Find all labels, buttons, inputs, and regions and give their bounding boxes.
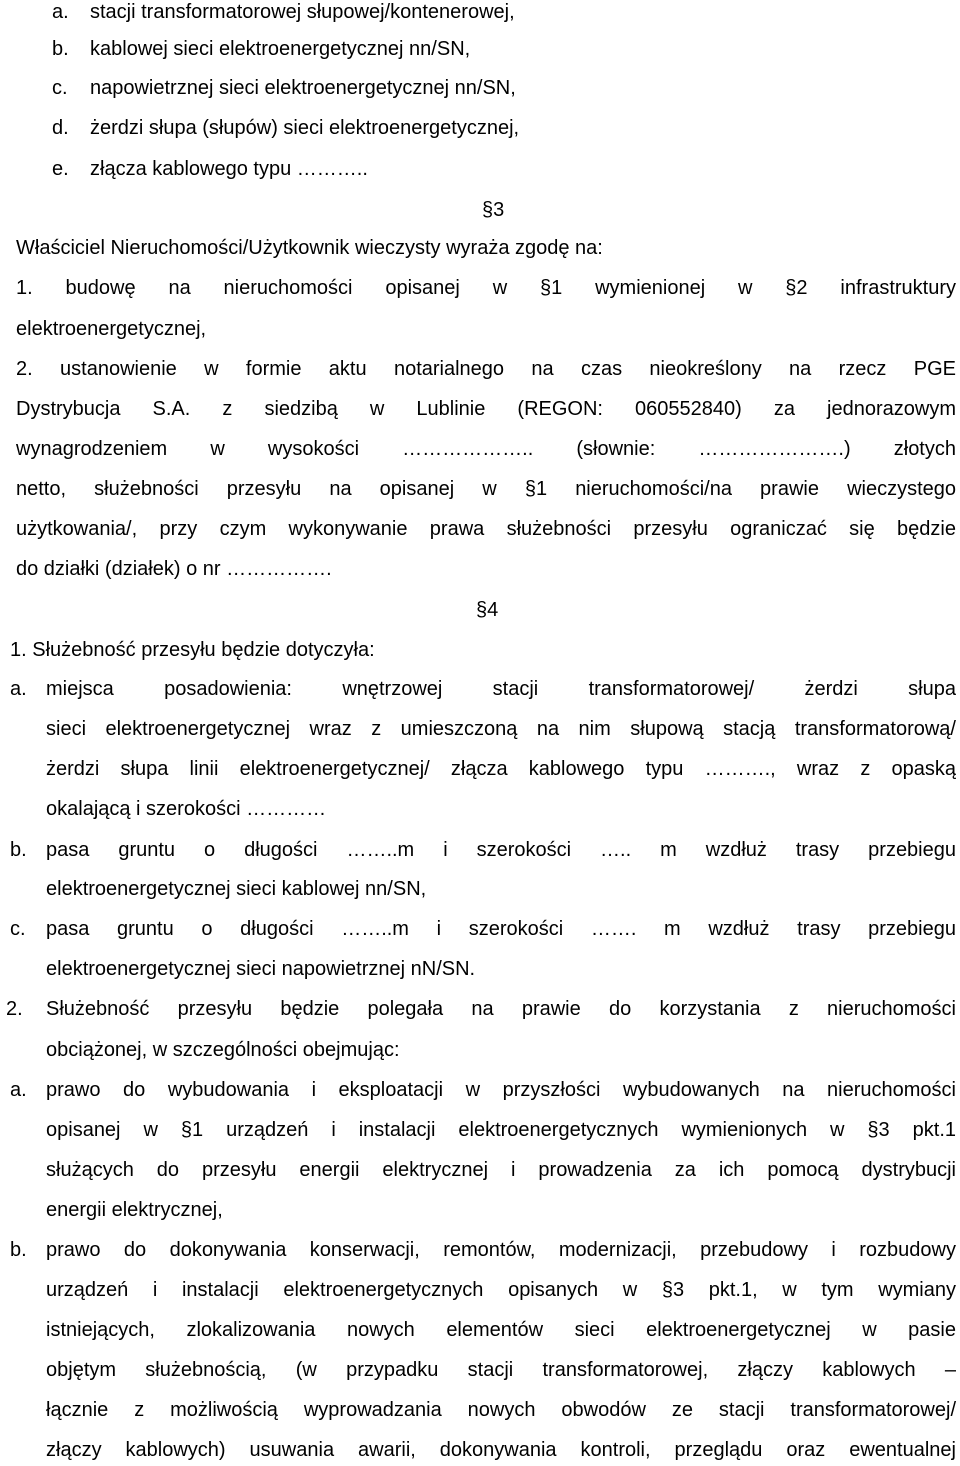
section3-intro: Właściciel Nieruchomości/Użytkownik wieczysty wyraża zgodę na: xyxy=(16,237,603,259)
section4-b2-line: istniejących, zlokalizowania nowych elementów sieci elektroenergetycznej w pasie xyxy=(46,1319,956,1341)
list-item: kablowej sieci elektroenergetycznej nn/SN, xyxy=(90,38,471,60)
list-marker: e. xyxy=(52,158,69,180)
list-marker: a. xyxy=(10,1079,27,1101)
section3-item1-line: elektroenergetycznej, xyxy=(16,318,207,340)
list-marker: c. xyxy=(10,918,26,940)
section4-c-line: pasa gruntu o długości ……..m i szerokości ……. m wzdłuż trasy przebiegu xyxy=(46,918,956,940)
section3-item1-line: 1. budowę na nieruchomości opisanej w §1 wymienionej w §2 infrastruktury xyxy=(16,277,956,299)
list-item: złącza kablowego typu ……….. xyxy=(90,158,368,180)
section-heading-3: §3 xyxy=(482,199,505,221)
section3-item2-line: wynagrodzeniem w wysokości ……………….. (słownie: ………………….) złotych xyxy=(16,438,956,460)
section4-b2-line: prawo do dokonywania konserwacji, remontów, modernizacji, przebudowy i rozbudowy xyxy=(46,1239,956,1261)
section-heading-4: §4 xyxy=(476,599,499,621)
section4-a-line: miejsca posadowienia: wnętrzowej stacji transformatorowej/ żerdzi słupa xyxy=(46,678,956,700)
section4-item2-line: obciążonej, w szczególności obejmując: xyxy=(46,1039,400,1061)
section4-b-line: pasa gruntu o długości ……..m i szerokości ….. m wzdłuż trasy przebiegu xyxy=(46,839,956,861)
section3-item2-line: Dystrybucja S.A. z siedzibą w Lublinie (REGON: 060552840) za jednorazowym xyxy=(16,398,956,420)
list-marker: a. xyxy=(52,1,69,23)
list-marker: d. xyxy=(52,117,69,139)
section4-item2-line: Służebność przesyłu będzie polegała na prawie do korzystania z nieruchomości xyxy=(46,998,956,1020)
section4-a2-line: prawo do wybudowania i eksploatacji w przyszłości wybudowanych na nieruchomości xyxy=(46,1079,956,1101)
section4-b2-line: złączy kablowych) usuwania awarii, dokonywania kontroli, przeglądu oraz ewentualnej xyxy=(46,1439,956,1461)
section4-b2-line: objętym służebnością, (w przypadku stacji transformatorowej, złączy kablowych – xyxy=(46,1359,956,1381)
list-item: stacji transformatorowej słupowej/kontenerowej, xyxy=(90,1,515,23)
section3-item2-line: użytkowania/, przy czym wykonywanie prawa służebności przesyłu ograniczać się będzie xyxy=(16,518,956,540)
section3-item2-line: do działki (działek) o nr ……………. xyxy=(16,558,332,580)
list-marker: 2. xyxy=(6,998,23,1020)
list-marker: b. xyxy=(52,38,69,60)
list-marker: c. xyxy=(52,77,68,99)
section3-item2-line: 2. ustanowienie w formie aktu notarialnego na czas nieokreślony na rzecz PGE xyxy=(16,358,956,380)
section4-a2-line: energii elektrycznej, xyxy=(46,1199,223,1221)
list-marker: a. xyxy=(10,678,27,700)
section3-item2-line: netto, służebności przesyłu na opisanej w §1 nieruchomości/na prawie wieczystego xyxy=(16,478,956,500)
section4-c-line: elektroenergetycznej sieci napowietrznej nN/SN. xyxy=(46,958,476,980)
section4-a-line: okalającą i szerokości ………… xyxy=(46,798,327,820)
section4-b2-line: urządzeń i instalacji elektroenergetycznych opisanych w §3 pkt.1, w tym wymiany xyxy=(46,1279,956,1301)
section4-a2-line: opisanej w §1 urządzeń i instalacji elektroenergetycznych wymienionych w §3 pkt.1 xyxy=(46,1119,956,1141)
section4-b2-line: łącznie z możliwością wyprowadzania nowych obwodów ze stacji transformatorowej/ xyxy=(46,1399,956,1421)
list-marker: b. xyxy=(10,839,27,861)
list-item: żerdzi słupa (słupów) sieci elektroenergetycznej, xyxy=(90,117,520,139)
list-marker: b. xyxy=(10,1239,27,1261)
section4-b-line: elektroenergetycznej sieci kablowej nn/SN, xyxy=(46,878,427,900)
section4-a-line: sieci elektroenergetycznej wraz z umieszczoną na nim słupową stacją transformatorową/ xyxy=(46,718,956,740)
section4-a2-line: służących do przesyłu energii elektrycznej i prowadzenia za ich pomocą dystrybucji xyxy=(46,1159,956,1181)
section4-item1-title: 1. Służebność przesyłu będzie dotyczyła: xyxy=(10,639,375,661)
section4-a-line: żerdzi słupa linii elektroenergetycznej/ złącza kablowego typu ………., wraz z opaską xyxy=(46,758,956,780)
list-item: napowietrznej sieci elektroenergetycznej nn/SN, xyxy=(90,77,516,99)
